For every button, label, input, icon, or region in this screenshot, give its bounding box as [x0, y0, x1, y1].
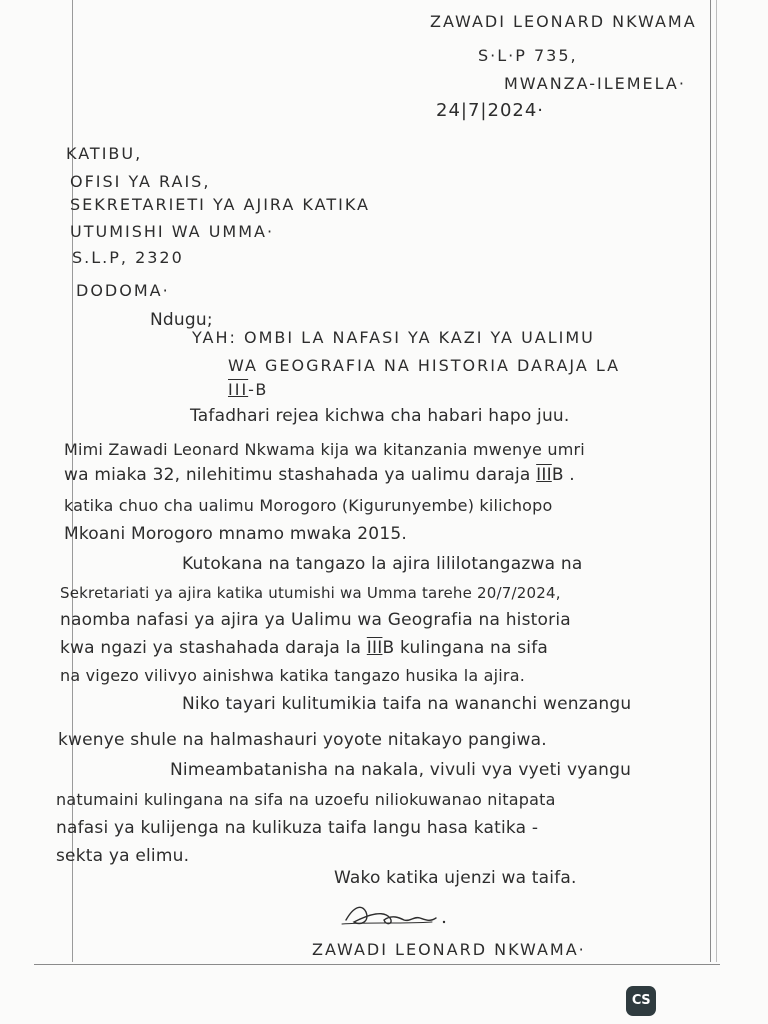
- letter-date: 24|7|2024·: [436, 100, 545, 121]
- camscanner-icon: [626, 986, 656, 1016]
- body-line-14: natumaini kulingana na sifa na uzoefu niliokuwanao nitapata: [56, 790, 556, 809]
- body-line-12: kwenye shule na halmashauri yoyote nitakayo pangiwa.: [58, 730, 547, 750]
- body-grade-suffix: B: [551, 465, 564, 485]
- closing-line: Wako katika ujenzi wa taifa.: [334, 868, 577, 888]
- subject-line-2: WA GEOGRAFIA NA HISTORIA DARAJA LA: [228, 356, 621, 375]
- body-line-2: Mimi Zawadi Leonard Nkwama kija wa kitanzania mwenye umri: [64, 440, 585, 459]
- salutation: Ndugu;: [150, 310, 213, 330]
- recipient-line-6: DODOMA·: [76, 281, 170, 300]
- margin-line-right-inner: [716, 0, 717, 962]
- signatory-name: ZAWADI LEONARD NKWAMA·: [312, 940, 586, 959]
- body-line-15: nafasi ya kulijenga na kulikuza taifa langu hasa katika -: [56, 818, 539, 838]
- body-line-3: wa miaka 32, nilehitimu stashahada ya ualimu daraja IIIB .: [64, 465, 575, 485]
- body-line-11: Niko tayari kulitumikia taifa na wananchi wenzangu: [182, 694, 632, 714]
- body-line-10: na vigezo vilivyo ainishwa katika tangazo husika la ajira.: [60, 666, 525, 685]
- subject-grade-roman: III: [228, 380, 249, 399]
- body-line-9: kwa ngazi ya stashahada daraja la IIIB kulingana na sifa: [60, 638, 549, 658]
- recipient-line-3: SEKRETARIETI YA AJIRA KATIKA: [70, 195, 370, 214]
- recipient-line-4: UTUMISHI WA UMMA·: [70, 222, 275, 241]
- page-bottom-edge: [34, 964, 720, 965]
- body-line-6: Kutokana na tangazo la ajira lililotangazwa na: [182, 554, 583, 574]
- recipient-line-1: KATIBU,: [66, 144, 143, 163]
- body-line-16: sekta ya elimu.: [56, 846, 190, 866]
- body-grade-roman: III: [536, 465, 552, 485]
- subject-line-1: YAH: OMBI LA NAFASI YA KAZI YA UALIMU: [192, 328, 595, 347]
- body-grade-roman-2: III: [366, 638, 383, 658]
- recipient-line-5: S.L.P, 2320: [72, 248, 184, 267]
- sender-name: ZAWADI LEONARD NKWAMA: [430, 12, 697, 31]
- margin-line-right: [710, 0, 711, 962]
- recipient-line-2: OFISI YA RAIS,: [70, 172, 211, 191]
- body-line-13: Nimeambatanisha na nakala, vivuli vya vyeti vyangu: [170, 760, 632, 780]
- body-line-5: Mkoani Morogoro mnamo mwaka 2015.: [64, 524, 407, 544]
- cs-badge-label: CS: [631, 993, 651, 1008]
- body-line-4: katika chuo cha ualimu Morogoro (Kigurunyembe) kilichopo: [64, 496, 553, 515]
- body-line-8: naomba nafasi ya ajira ya Ualimu wa Geografia na historia: [60, 610, 571, 630]
- body-grade-suffix-2: B: [382, 638, 395, 658]
- body-line-7: Sekretariati ya ajira katika utumishi wa Umma tarehe 20/7/2024,: [60, 584, 561, 602]
- subject-line-3: [228, 380, 268, 399]
- handwritten-signature: [340, 900, 460, 930]
- subject-grade-suffix: -B: [248, 380, 269, 399]
- body-line-1: Tafadhari rejea kichwa cha habari hapo juu.: [190, 406, 570, 426]
- sender-po-box: S·L·P 735,: [478, 46, 578, 65]
- sender-location: MWANZA-ILEMELA·: [504, 74, 686, 93]
